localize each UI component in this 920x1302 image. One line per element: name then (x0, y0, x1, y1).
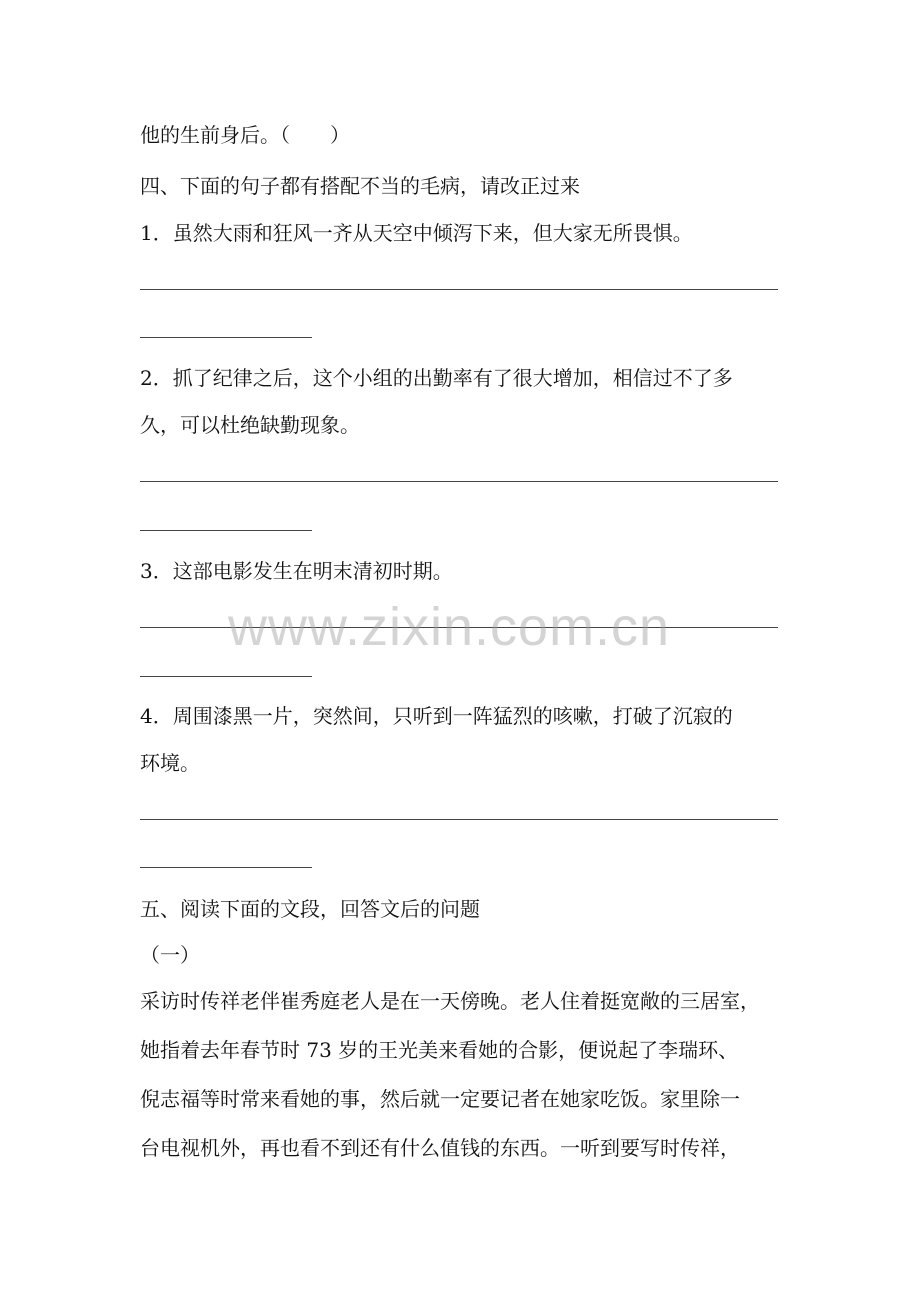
answer-line-short[interactable] (140, 337, 312, 338)
answer-line-long[interactable] (140, 289, 778, 290)
passage-line-4: 台电视机外，再也看不到还有什么值钱的东西。一听到要写时传祥， (140, 1136, 740, 1160)
question-2-line-1: 2．抓了纪律之后，这个小组的出勤率有了很大增加，相信过不了多 (140, 366, 733, 390)
question-1: 1．虽然大雨和狂风一齐从天空中倾泻下来，但大家无所畏惧。 (140, 221, 693, 245)
passage-line-1: 采访时传祥老伴崔秀庭老人是在一天傍晚。老人住着挺宽敞的三居室， (140, 989, 760, 1013)
text-line: 他的生前身后。（ ） (140, 123, 350, 147)
watermark: www.zixin.com.cn (228, 597, 671, 657)
answer-line-short[interactable] (140, 530, 312, 531)
question-3: 3．这部电影发生在明末清初时期。 (140, 559, 453, 583)
question-2-line-2: 久，可以杜绝缺勤现象。 (140, 413, 360, 437)
answer-line-long[interactable] (140, 481, 778, 482)
passage-line-2: 她指着去年春节时 73 岁的王光美来看她的合影，便说起了李瑞环、 (140, 1038, 739, 1062)
answer-line-short[interactable] (140, 676, 312, 677)
question-4-line-1: 4．周围漆黑一片，突然间，只听到一阵猛烈的咳嗽，打破了沉寂的 (140, 704, 733, 728)
answer-line-short[interactable] (140, 867, 312, 868)
passage-line-3: 倪志福等时常来看她的事，然后就一定要记者在她家吃饭。家里除一 (140, 1087, 740, 1111)
answer-line-long[interactable] (140, 819, 778, 820)
question-4-line-2: 环境。 (140, 751, 200, 775)
section-four-heading: 四、下面的句子都有搭配不当的毛病，请改正过来 (140, 174, 580, 198)
section-five-heading: 五、阅读下面的文段，回答文后的问题 (140, 897, 480, 921)
subsection-label: （一） (140, 943, 200, 967)
